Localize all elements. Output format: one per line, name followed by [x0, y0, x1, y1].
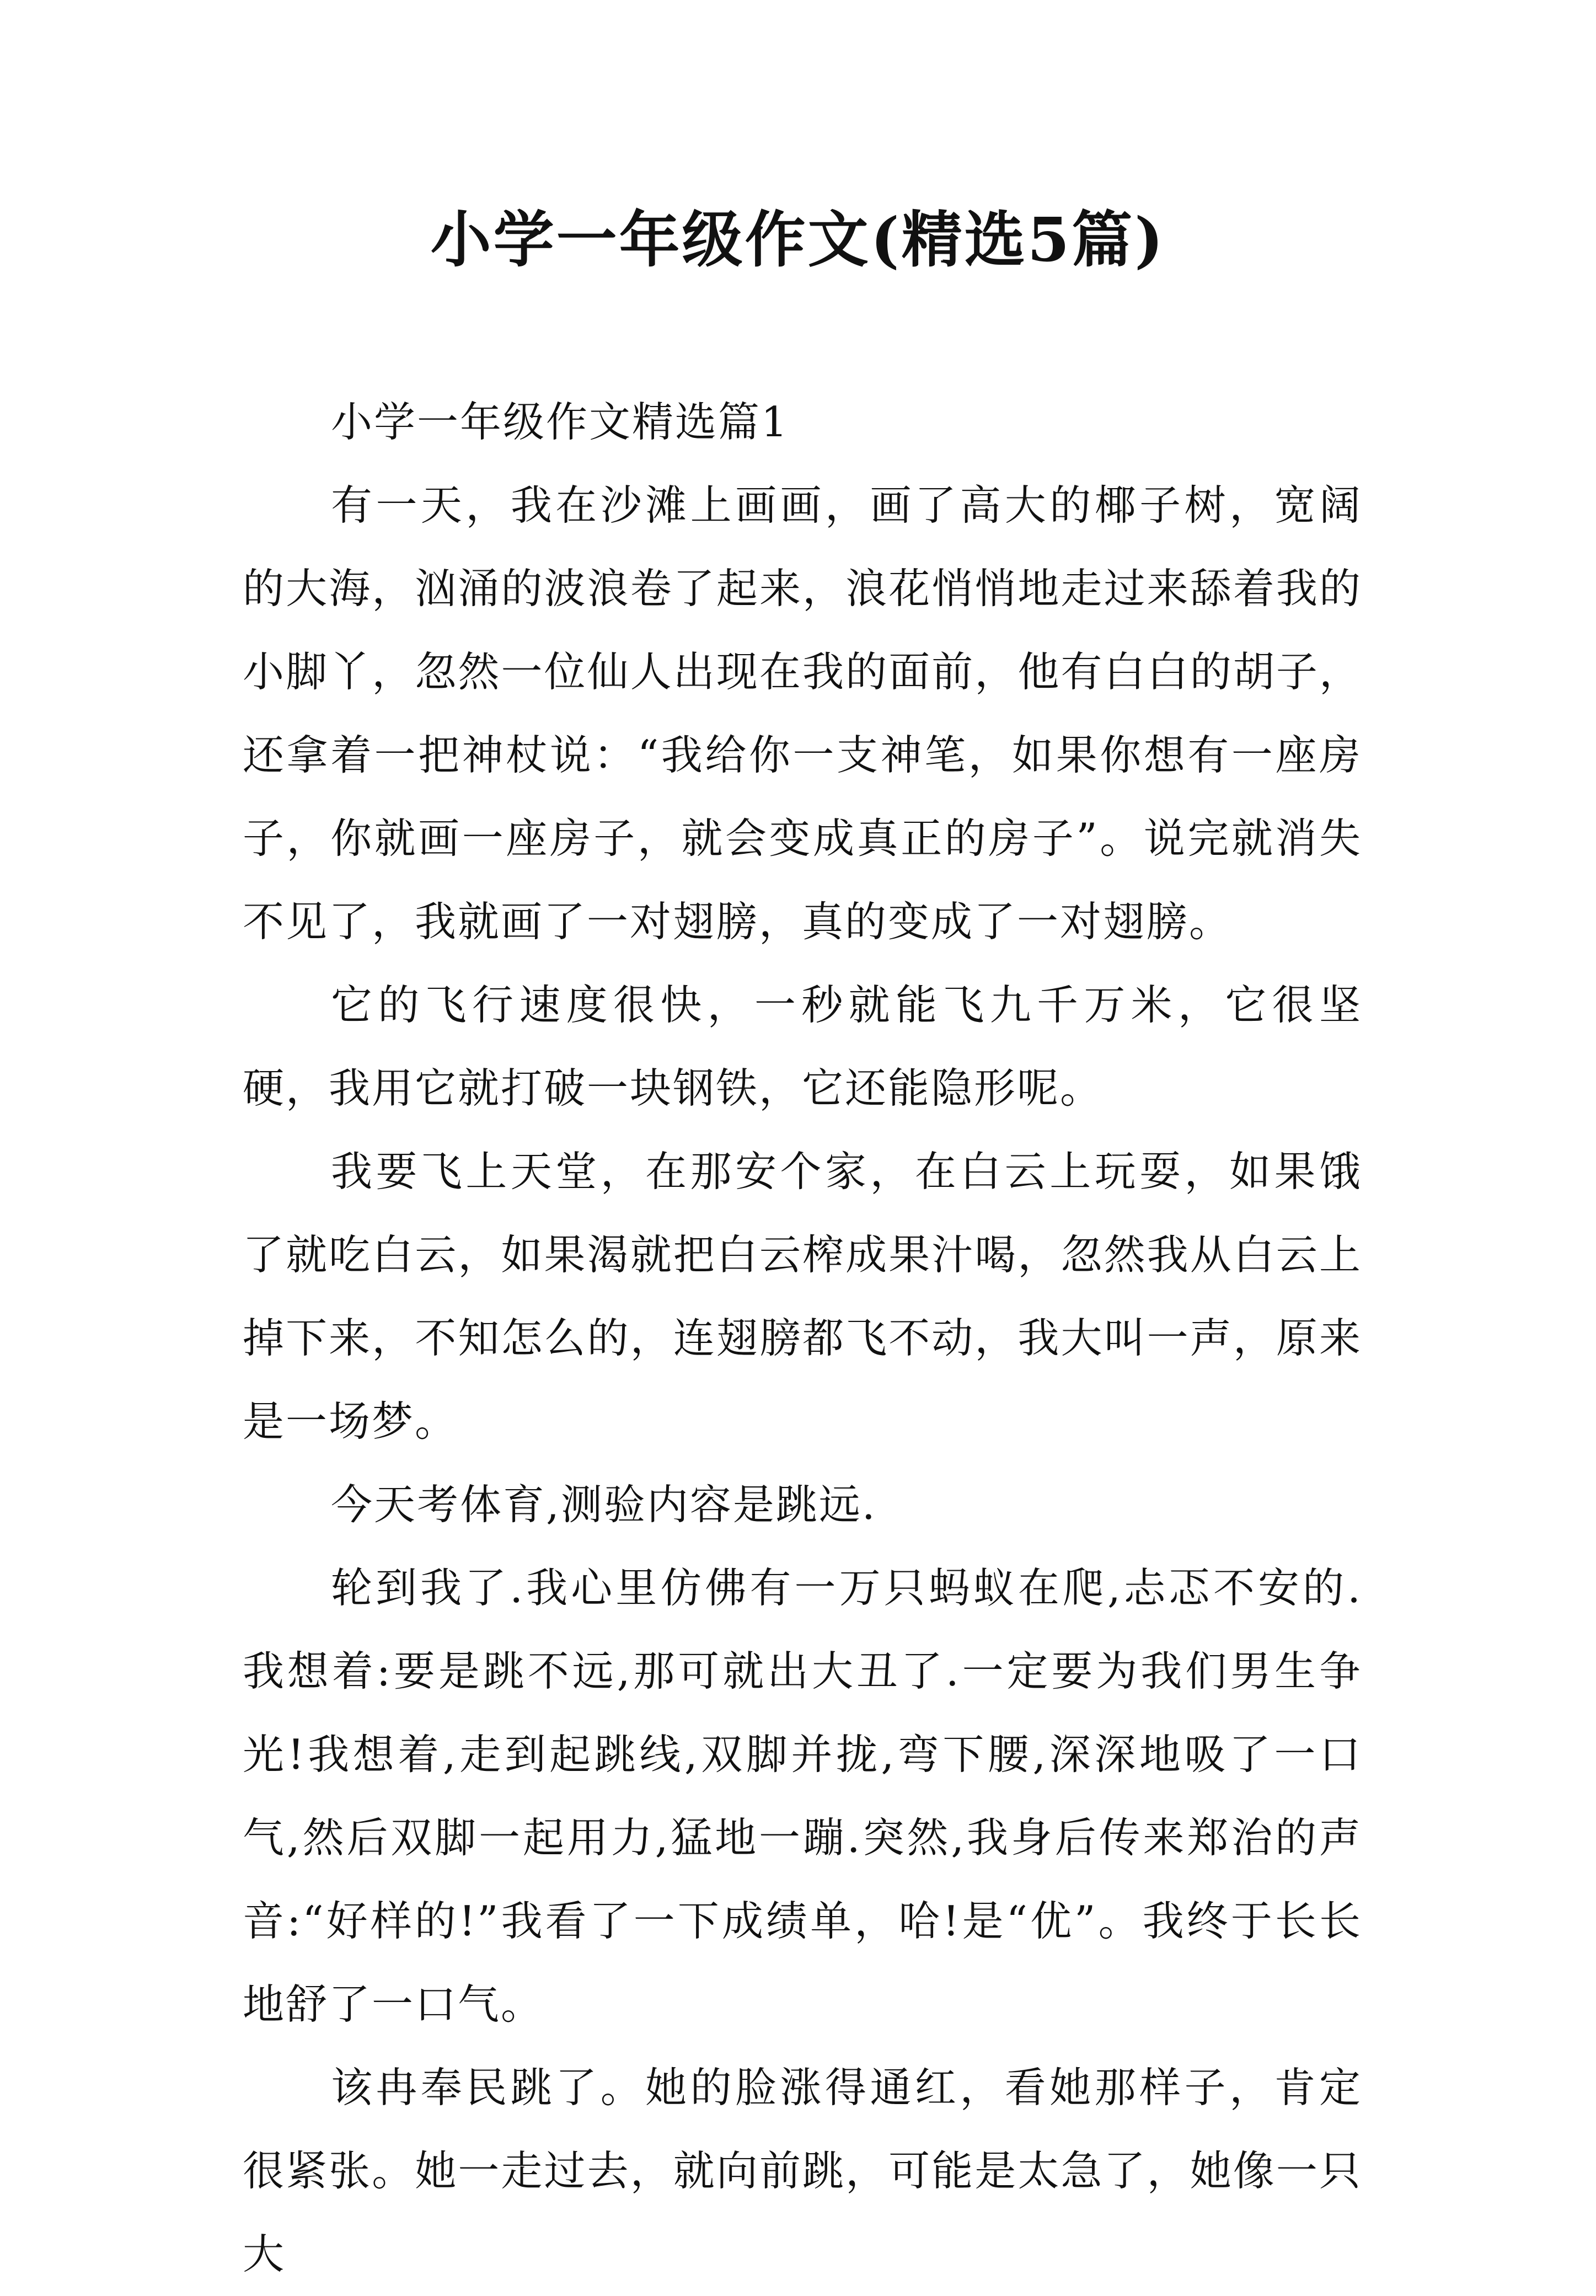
paragraph: 该冉奉民跳了。她的脸涨得通红，看她那样子，肯定很紧张。她一走过去，就向前跳，可能是太急了，她像一只大 [243, 2063, 1362, 2278]
document-body [243, 381, 1362, 2296]
paragraph: 有一天，我在沙滩上画画，画了高大的椰子树，宽阔的大海，汹涌的波浪卷了起来，浪花悄悄地走过来舔着我的小脚丫，忽然一位仙人出现在我的面前，他有白白的胡子，还拿着一把神杖说：“我给你一支神笔，如果你想有一座房子，你就画一座房子，就会变成真正的房子”。说完就消失不见了，我就画了一对翅膀，真的变成了一对翅膀。 [243, 481, 1362, 946]
paragraph: 轮到我了.我心里仿佛有一万只蚂蚁在爬,忐忑不安的.我想着:要是跳不远,那可就出大丑了.一定要为我们男生争光!我想着,走到起跳线,双脚并拢,弯下腰,深深地吸了一口气,然后双脚一起用力,猛地一蹦.突然,我身后传来郑治的声音:“好样的!”我看了一下成绩单，哈!是“优”。我终于长长地舒了一口气。 [243, 1564, 1362, 2029]
paragraph: 今天考体育,测验内容是跳远. [331, 1480, 877, 1529]
section-heading: 小学一年级作文精选篇1 [331, 398, 789, 446]
paragraph: 我要飞上天堂，在那安个家，在白云上玩耍，如果饿了就吃白云，如果渴就把白云榨成果汁喝，忽然我从白云上掉下来，不知怎么的，连翅膀都飞不动，我大叫一声，原来是一场梦。 [243, 1147, 1362, 1446]
paragraph: 它的飞行速度很快，一秒就能飞九千万米，它很坚硬，我用它就打破一块钢铁，它还能隐形呢。 [243, 981, 1362, 1112]
document-title: 小学一年级作文(精选5篇) [430, 204, 1166, 275]
